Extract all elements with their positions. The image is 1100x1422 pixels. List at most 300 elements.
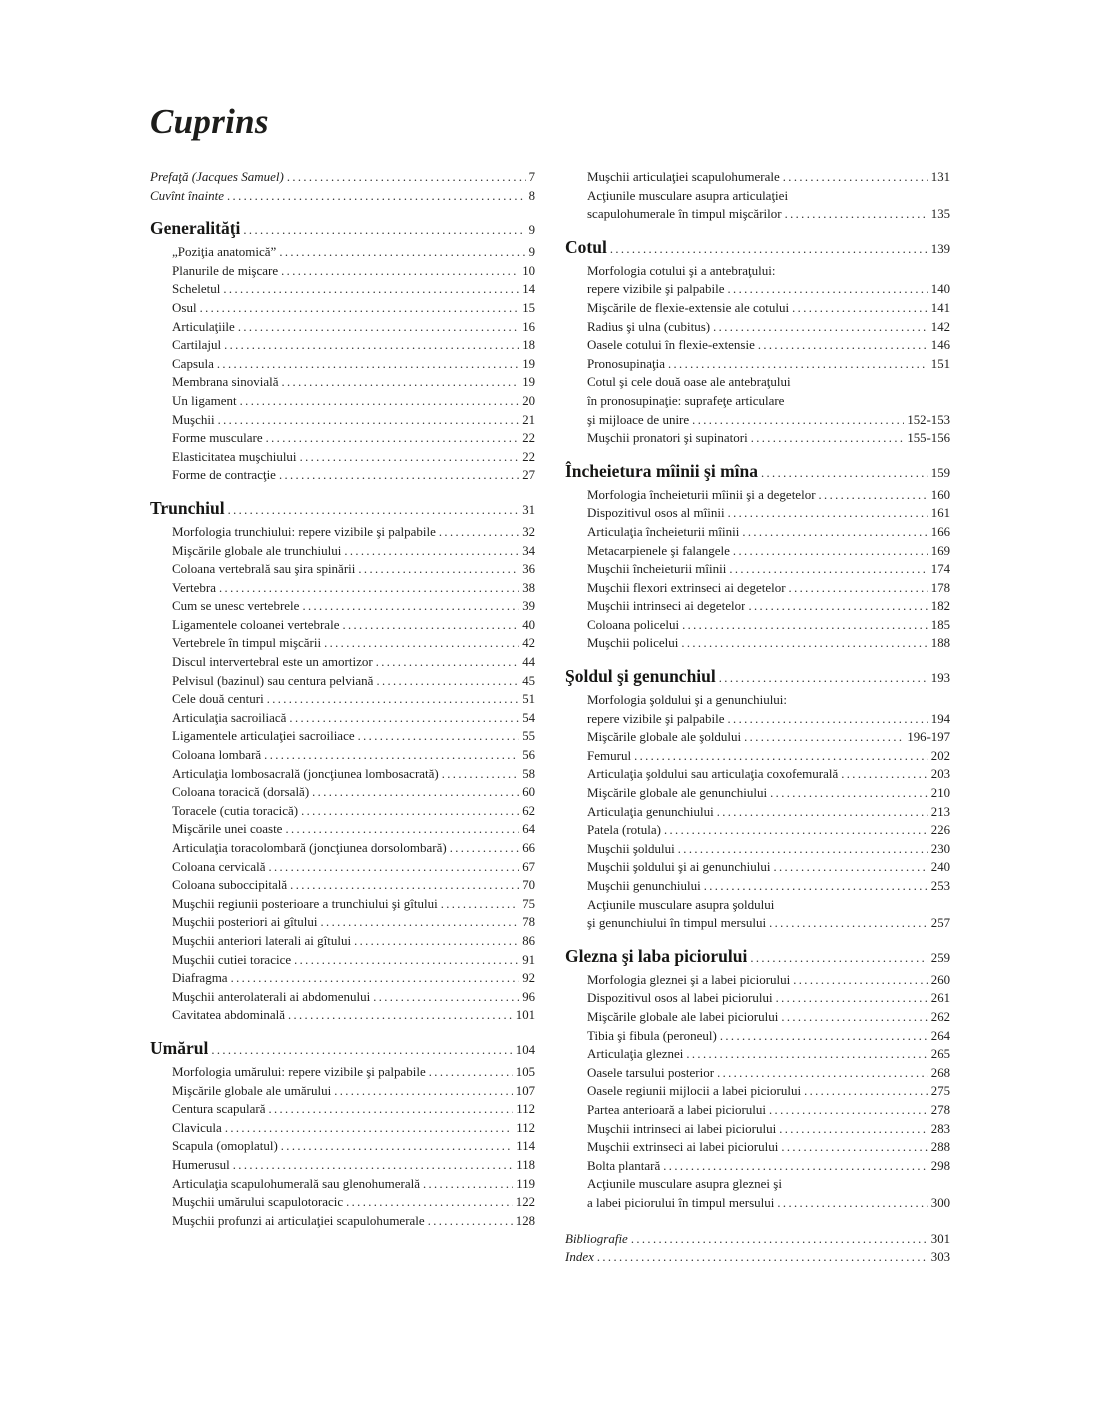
toc-entry [587, 784, 950, 803]
page-number: 67 [522, 859, 535, 874]
toc-entry [172, 951, 535, 970]
toc-entry-line-label: Tibia şi fibula (peroneul) [587, 1027, 717, 1043]
dot-leader [279, 466, 519, 485]
toc-entry-line [172, 969, 535, 988]
toc-entry-line [587, 840, 950, 859]
toc-entry-line-label: Membrana sinovială [172, 374, 279, 390]
page-number: 259 [930, 950, 950, 965]
toc-entry-line-label: Clavicula [172, 1119, 222, 1135]
page-number: 96 [522, 989, 535, 1004]
section-heading-label: Cotul [565, 236, 607, 257]
page-number: 9 [528, 223, 535, 238]
toc-entry-line-label: Cavitatea abdominală [172, 1007, 285, 1023]
toc-entry-line-label: Osul [172, 299, 197, 315]
toc-entry [150, 168, 535, 187]
toc-entry [587, 840, 950, 859]
toc-entry-line [587, 318, 950, 337]
toc-entry-line [587, 1120, 950, 1139]
dot-leader [729, 560, 927, 579]
toc-entry-line-label: Muşchii şoldului şi ai genunchiului [587, 859, 771, 875]
page-number: 42 [522, 636, 535, 651]
dot-leader [610, 242, 928, 257]
page-number: 62 [522, 803, 535, 818]
toc-entry [172, 634, 535, 653]
dot-leader [728, 280, 928, 299]
toc-entry-line [587, 1082, 950, 1101]
dot-leader [681, 634, 927, 653]
toc-entry-line-label: Coloana vertebrală sau şira spinării [172, 561, 356, 577]
toc-entry-line-label: Muşchii anterolaterali ai abdomenului [172, 988, 371, 1004]
toc-entry [172, 690, 535, 709]
page-number: 15 [522, 300, 535, 315]
page-number: 122 [515, 1195, 535, 1210]
toc-entry-line [587, 336, 950, 355]
toc-entry [587, 542, 950, 561]
dot-leader [358, 560, 519, 579]
dot-leader [720, 1027, 928, 1046]
dot-leader [776, 989, 928, 1008]
toc-entry-line [587, 560, 950, 579]
toc-entry-line [172, 336, 535, 355]
toc-entry-line-label: Muşchii [172, 411, 215, 427]
page-number: 32 [522, 524, 535, 539]
section-heading [150, 498, 535, 519]
entry-list [565, 168, 950, 224]
toc-entry [587, 803, 950, 822]
toc-entry [565, 1230, 950, 1249]
page-number: 166 [930, 524, 950, 539]
toc-entry-line [587, 523, 950, 542]
toc-entry-line [172, 243, 535, 262]
dot-leader [342, 616, 519, 635]
toc-entry [587, 579, 950, 598]
dot-leader [728, 504, 928, 523]
page-number: 278 [930, 1102, 950, 1117]
dot-leader [285, 820, 519, 839]
page-number: 107 [515, 1083, 535, 1098]
dot-leader [423, 1175, 513, 1194]
toc-entry-line [172, 858, 535, 877]
dot-leader [211, 1043, 512, 1058]
page-number: 142 [930, 319, 950, 334]
dot-leader [748, 597, 927, 616]
toc-group [565, 168, 950, 224]
toc-entry-line [172, 466, 535, 485]
dot-leader [761, 466, 928, 481]
page-number: 70 [522, 878, 535, 893]
toc-entry [587, 1138, 950, 1157]
toc-entry [565, 1248, 950, 1267]
page-number: 38 [522, 580, 535, 595]
toc-entry-line [587, 914, 950, 933]
page-number: 261 [930, 991, 950, 1006]
page-number: 230 [930, 841, 950, 856]
toc-entry-line [587, 877, 950, 896]
dot-leader [266, 429, 520, 448]
toc-entry-line [172, 913, 535, 932]
toc-entry-line [172, 709, 535, 728]
page-number: 202 [930, 748, 950, 763]
toc-entry-line-label: repere vizibile şi palpabile [587, 710, 725, 726]
toc-entry-line [587, 821, 950, 840]
toc-entry-line-label: Articulaţia toracolombară (joncţiunea dorsolombară) [172, 840, 447, 855]
toc-entry [172, 672, 535, 691]
toc-entry-line-label: Dispozitivul osos al mîinii [587, 505, 725, 521]
toc-entry-line-label: Muşchii umărului scapulotoracic [172, 1194, 344, 1210]
dot-leader [773, 858, 927, 877]
section-heading-label: Umărul [150, 1037, 209, 1058]
toc-entry-line [172, 318, 535, 337]
toc-entry-line-label: Mişcările globale ale genunchiului [587, 785, 768, 801]
toc-entry-line [172, 1082, 535, 1101]
entry-wrap-line: Cotul şi cele două oase ale antebraţului [587, 374, 791, 390]
toc-entry-line-label: Morfologia gleznei şi a labei piciorului [587, 971, 791, 987]
toc-entry-line [172, 1100, 535, 1119]
page-number: 21 [522, 412, 535, 427]
toc-entry [172, 1156, 535, 1175]
dot-leader [238, 318, 519, 337]
toc-entry [172, 746, 535, 765]
dot-leader [358, 727, 520, 746]
page-number: 34 [522, 543, 535, 558]
toc-entry-line-label: Ligamentele coloanei vertebrale [172, 616, 340, 632]
toc-entry-line-label: Un ligament [172, 392, 237, 408]
toc-entry-line [587, 597, 950, 616]
toc-entry-line [172, 448, 535, 467]
toc-entry-line-label: Muşchii genunchiului [587, 878, 701, 893]
page-number: 226 [930, 823, 950, 838]
dot-leader [233, 1156, 513, 1175]
toc-entry-line-label: Articulaţia scapulohumerală sau glenohumerală [172, 1175, 420, 1191]
page-number: 128 [515, 1213, 535, 1228]
toc-entry [587, 747, 950, 766]
toc-entry-line [587, 355, 950, 374]
page-number: 283 [930, 1121, 950, 1136]
dot-leader [719, 671, 928, 686]
dot-leader [750, 951, 927, 966]
toc-entry-line [172, 1212, 535, 1231]
toc-entry-line [172, 727, 535, 746]
toc-entry-line [587, 1027, 950, 1046]
toc-entry [150, 187, 535, 206]
dot-leader [668, 355, 928, 374]
toc-entry [172, 523, 535, 542]
section-heading-label: Încheietura mîinii şi mîna [565, 460, 758, 481]
dot-leader [294, 951, 519, 970]
toc-entry [172, 243, 535, 262]
toc-entry-line [172, 373, 535, 392]
toc-entry-line-label: Patela (rotula) [587, 822, 661, 838]
dot-leader [781, 1008, 927, 1027]
toc-entry-line [587, 579, 950, 598]
page-number: 58 [522, 766, 535, 781]
page-number: 193 [930, 671, 950, 686]
page-number: 146 [930, 338, 950, 353]
dot-leader [264, 746, 519, 765]
toc-entry-line-label: Cuvînt înainte [150, 187, 225, 203]
toc-entry-line [172, 411, 535, 430]
toc-entry-line-label: Forme musculare [172, 430, 263, 446]
dot-leader [219, 579, 519, 598]
page-number: 60 [522, 785, 535, 800]
toc-entry-line [587, 504, 950, 523]
toc-entry [587, 187, 950, 224]
toc-entry [587, 971, 950, 990]
dot-leader [373, 988, 519, 1007]
toc-entry-line [587, 1064, 950, 1083]
toc-entry-line-label: Toracele (cutia toracică) [172, 802, 299, 818]
toc-entry-line [172, 560, 535, 579]
dot-leader [442, 765, 519, 784]
toc-entry-line [172, 653, 535, 672]
dot-leader [376, 672, 519, 691]
page-number: 7 [528, 170, 535, 184]
dot-leader [770, 784, 928, 803]
toc-entry [172, 597, 535, 616]
section-heading [565, 461, 950, 482]
toc-entry-line-label: Forme de contracţie [172, 467, 276, 483]
toc-entry-line-label: Planurile de mişcare [172, 262, 279, 278]
toc-entry-line-label: Coloana suboccipitală [172, 877, 288, 893]
page-number: 194 [930, 711, 950, 726]
page-number: 210 [930, 786, 950, 801]
page-number: 40 [522, 617, 535, 632]
dot-leader [793, 971, 928, 990]
toc-entry-line-label: Metacarpienele şi falangele [587, 542, 730, 558]
page-number: 213 [930, 804, 950, 819]
toc-entry [172, 876, 535, 895]
toc-entry [172, 336, 535, 355]
page-number: 8 [528, 188, 535, 203]
page-number: 14 [522, 282, 535, 297]
toc-entry-line [172, 746, 535, 765]
toc-entry-line [172, 1193, 535, 1212]
toc-entry-line-label: Ligamentele articulaţiei sacroiliace [172, 728, 355, 744]
toc-entry-line-label: Elasticitatea muşchiului [172, 448, 297, 464]
toc-entry [172, 969, 535, 988]
toc-entry-line-label: repere vizibile şi palpabile [587, 281, 725, 297]
toc-entry-line [587, 858, 950, 877]
dot-leader [663, 1157, 928, 1176]
dot-leader [450, 839, 520, 858]
toc-entry [172, 1082, 535, 1101]
toc-entry-line [172, 1156, 535, 1175]
page-number: 112 [516, 1102, 535, 1117]
toc-entry-line-label: Vertebrele în timpul mişcării [172, 635, 322, 651]
dot-leader [819, 486, 928, 505]
dot-leader [354, 932, 519, 951]
toc-entry-line-label: Dispozitivul osos al labei piciorului [587, 990, 773, 1006]
page-number: 161 [930, 506, 950, 521]
page-number: 140 [930, 282, 950, 297]
toc-entry-line-label: scapulohumerale în timpul mişcărilor [587, 206, 782, 222]
section-heading-label: Generalităţi [150, 218, 241, 239]
toc-entry-line-label: Index [565, 1249, 594, 1265]
toc-entry [172, 1193, 535, 1212]
toc-entry-line [172, 876, 535, 895]
toc-entry-line-label: a labei piciorului în timpul mersului [587, 1194, 775, 1210]
toc-entry-line [172, 392, 535, 411]
toc-entry-line-label: Pelvisul (bazinul) sau centura pelviană [172, 672, 374, 688]
page-number: 253 [930, 879, 950, 893]
toc-entry-line-label: Muşchii profunzi ai articulaţiei scapulohumerale [172, 1212, 425, 1228]
dot-leader [223, 280, 519, 299]
dot-leader [744, 728, 904, 747]
toc-entry-line-label: Mişcările de flexie-extensie ale cotului [587, 299, 790, 315]
toc-entry [587, 486, 950, 505]
toc-column [565, 168, 950, 1267]
toc-entry-line [172, 690, 535, 709]
entry-wrap-line: Morfologia şoldului şi a genunchiului: [587, 692, 788, 708]
toc-entry [172, 318, 535, 337]
page-number: 300 [930, 1195, 950, 1210]
toc-entry-line-label: Cum se unesc vertebrele [172, 598, 300, 614]
page-number: 9 [528, 245, 535, 260]
dot-leader [439, 523, 519, 542]
toc-entry [587, 1027, 950, 1046]
page-number: 19 [522, 375, 535, 390]
toc-entry-line [172, 895, 535, 914]
dot-leader [682, 616, 928, 635]
toc-entry-line-label: şi mijloace de unire [587, 411, 690, 427]
toc-entry-line [587, 989, 950, 1008]
section-heading-label: Şoldul şi genunchiul [565, 666, 716, 687]
toc-entry-line-label: Muşchii pronatori şi supinatori [587, 430, 748, 446]
toc-entry [172, 727, 535, 746]
toc-entry [587, 728, 950, 747]
toc-entry [587, 1008, 950, 1027]
dot-leader [804, 1082, 928, 1101]
page-number: 257 [930, 916, 950, 931]
toc-entry-line [172, 1063, 535, 1082]
toc-section [150, 218, 535, 485]
toc-entry-line-label: Articulaţiile [172, 318, 235, 334]
toc-entry [587, 691, 950, 728]
toc-entry [172, 802, 535, 821]
toc-entry-line [587, 971, 950, 990]
page-number: 20 [522, 393, 535, 408]
dot-leader [302, 597, 519, 616]
toc-entry-line [587, 168, 950, 187]
toc-entry [587, 504, 950, 523]
toc-entry [587, 336, 950, 355]
toc-entry-line [587, 765, 950, 784]
toc-entry-line-label: Mişcările unei coaste [172, 821, 283, 837]
dot-leader [227, 187, 526, 206]
toc-entry-line-label: Muşchii posteriori ai gîtului [172, 914, 318, 930]
page-number: 301 [930, 1231, 950, 1246]
dot-leader [376, 653, 520, 672]
toc-entry-line-label: Radius şi ulna (cubitus) [587, 318, 711, 334]
toc-entry-line [587, 411, 950, 430]
entry-list [150, 1063, 535, 1230]
dot-leader [785, 205, 928, 224]
entry-list [150, 243, 535, 485]
toc-entry-line-label: Muşchii anteriori laterali ai gîtului [172, 932, 352, 948]
toc-entry-line [565, 1230, 950, 1249]
dot-leader [324, 634, 519, 653]
toc-entry-line [172, 299, 535, 318]
toc-section [150, 498, 535, 1025]
dot-leader [282, 373, 520, 392]
toc-entry-line-label: Cele două centuri [172, 691, 264, 707]
dot-leader [334, 1082, 513, 1101]
toc-entry [587, 429, 950, 448]
dot-leader [631, 1230, 928, 1249]
toc-entry [587, 1101, 950, 1120]
toc-entry-line [172, 523, 535, 542]
toc-entry [587, 1082, 950, 1101]
entry-wrap-line: Morfologia cotului şi a antebraţului: [587, 262, 776, 278]
toc-entry-line [172, 634, 535, 653]
page-number: 55 [522, 729, 535, 744]
entry-list [565, 1230, 950, 1267]
toc-entry-line [587, 205, 950, 224]
dot-leader [692, 411, 904, 430]
page-number: 141 [930, 300, 950, 315]
page-number: 36 [522, 562, 535, 577]
page-number: 66 [522, 841, 535, 855]
dot-leader [231, 969, 520, 988]
dot-leader [704, 877, 928, 896]
toc-entry [587, 1157, 950, 1176]
section-heading [150, 1038, 535, 1059]
dot-leader [789, 579, 928, 598]
toc-entry-line [172, 932, 535, 951]
toc-entry-line-label: Centura scapulară [172, 1101, 266, 1117]
toc-entry-line-label: Femurul [587, 747, 632, 763]
toc-entry [587, 318, 950, 337]
section-heading [150, 218, 535, 239]
toc-entry [587, 1045, 950, 1064]
toc-entry-line-label: Prefaţă (Jacques Samuel) [150, 169, 284, 184]
toc-entry-line [172, 1006, 535, 1025]
toc-entry [172, 448, 535, 467]
toc-entry-line-label: Morfologia trunchiului: repere vizibile şi palpabile [172, 523, 436, 539]
dot-leader [742, 523, 927, 542]
page-number: 174 [930, 562, 950, 577]
toc-columns [150, 168, 950, 1267]
toc-entry-line-label: Partea anterioară a labei piciorului [587, 1101, 767, 1117]
toc-entry-line-label: Diafragma [172, 970, 228, 986]
dot-leader [289, 709, 519, 728]
toc-entry [587, 821, 950, 840]
toc-entry [587, 597, 950, 616]
page-number: 101 [515, 1008, 535, 1023]
entry-wrap-line: Acţiunile musculare asupra articulaţiei [587, 187, 789, 203]
toc-entry [172, 988, 535, 1007]
entry-wrap-line: Acţiunile musculare asupra gleznei şi [587, 1176, 782, 1192]
toc-entry-line [587, 634, 950, 653]
toc-entry-line-label: Muşchii articulaţiei scapulohumerale [587, 169, 780, 184]
dot-leader [312, 783, 519, 802]
toc-entry-line-label: Mişcările globale ale şoldului [587, 729, 742, 745]
page-number: 203 [930, 767, 950, 782]
dot-leader [344, 542, 519, 561]
page-number: 91 [522, 952, 535, 967]
toc-entry-line-label: Articulaţia gleznei [587, 1046, 684, 1062]
toc-entry [172, 913, 535, 932]
dot-leader [268, 1100, 513, 1119]
dot-leader [225, 1119, 513, 1138]
dot-leader [346, 1193, 513, 1212]
toc-entry [587, 560, 950, 579]
dot-leader [224, 336, 519, 355]
toc-entry-line-label: Oasele cotului în flexie-extensie [587, 337, 755, 353]
page-number: 182 [930, 599, 950, 614]
toc-entry [587, 616, 950, 635]
dot-leader [290, 876, 519, 895]
